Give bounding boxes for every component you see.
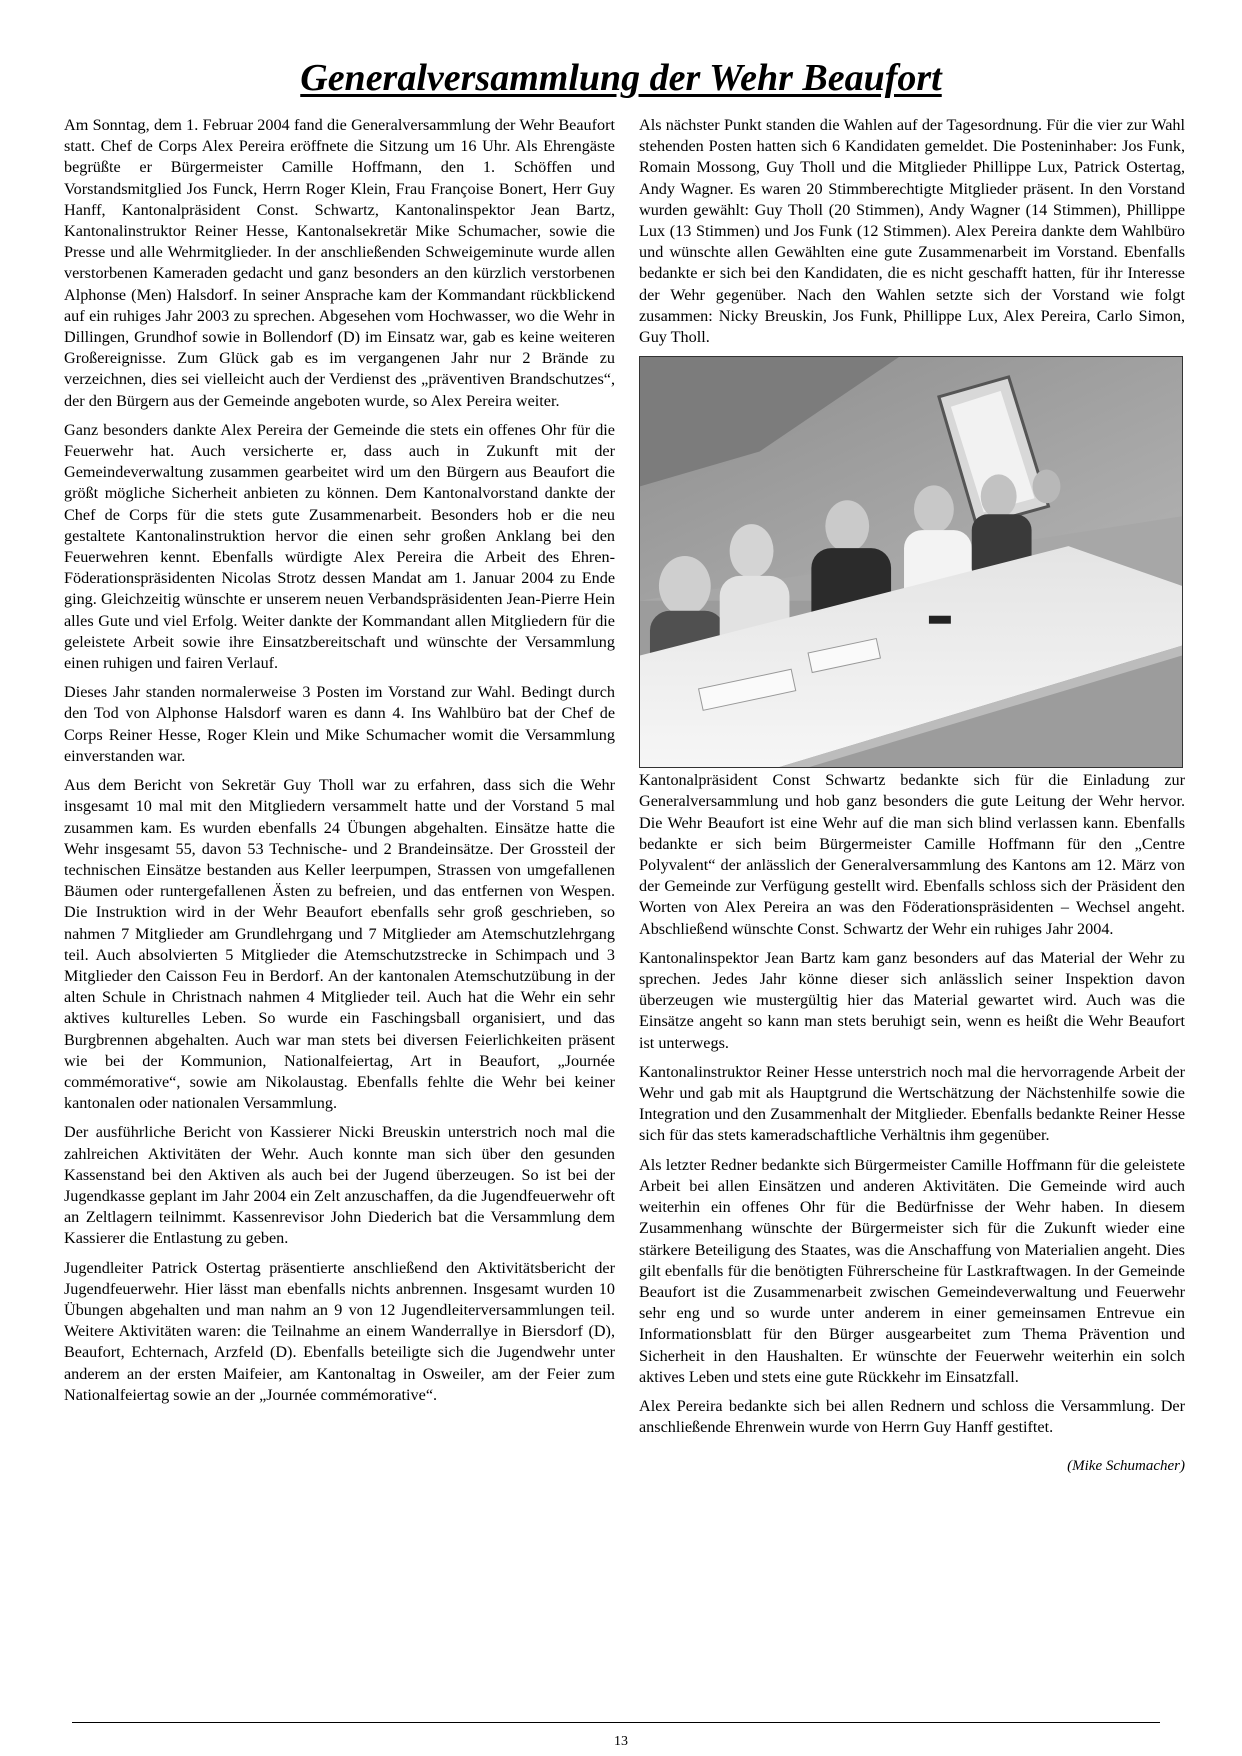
meeting-photo-illustration — [640, 357, 1182, 767]
left-column — [64, 115, 615, 1414]
paragraph: Kantonalinstruktor Reiner Hesse unterstrich noch mal die hervorragende Arbeit der Wehr und gab mit als Hauptgrund die Wertschätzung der Nächstenhilfe sowie die Integration und den Zusammenhalt der Mitglieder. Ebenfalls bedankte Reiner Hesse sich für das stets kameradschaftliche Verhältnis ihm gegenüber. — [639, 1062, 1185, 1145]
paragraph: Dieses Jahr standen normalerweise 3 Posten im Vorstand zur Wahl. Bedingt durch den Tod von Alphonse Halsdorf waren es dann 4. Ins Wahlbüro bat der Chef de Corps Reiner Hesse, Roger Klein und Mike Schumacher womit die Versammlung einverstanden war. — [64, 683, 615, 765]
paragraph: Kantonalinspektor Jean Bartz kam ganz besonders auf das Material der Wehr zu sprechen. Jedes Jahr könne dieser sich anlässlich seiner Inspektion davon überzeugen wie mustergültig hier das Material gewartet wird. Auch was die Einsätze angeht so kann man stets beruhigt sein, wenn es heißt die Wehr Beaufort ist unterwegs. — [639, 948, 1185, 1052]
paragraph: Ganz besonders dankte Alex Pereira der Gemeinde die stets ein offenes Ohr für die Feuerwehr hat. Auch versicherte er, dass auch in Zukunft mit der Gemeindeverwaltung zusammen gearbeitet wird um den Bürgern aus Beaufort die größt mögliche Sicherheit anbieten zu können. Dem Kantonalvorstand dankte der Chef de Corps für die stets gute Zusammenarbeit. Besonders hob er die neu gestaltete Kantonalinstruktion hervor die einen sehr großen Anklang bei den Feuerwehren kennt. Ebenfalls würdigte Alex Pereira die Arbeit des Ehren-Föderationspräsidenten Nicolas Strotz dessen Mandat am 1. Januar 2004 zu Ende ging. Gleichzeitig wünschte er unserem neuen Verbandspräsidenten Jean-Pierre Hein alles Gute und viel Erfolg. Weiter dankte der Kommandant allen Mitgliedern für die geleistete Arbeit sowie ihre Einsatzbereitschaft und wünschte der Versammlung einen ruhigen und fairen Verlauf. — [64, 420, 615, 673]
page-number: 13 — [614, 1734, 628, 1749]
paragraph: Kantonalpräsident Const Schwartz bedankte sich für die Einladung zur Generalversammlung und hob ganz besonders die gute Leitung der Wehr hervor. Die Wehr Beaufort ist eine Wehr auf die man sich blind verlassen kann. Ebenfalls bedankte er sich beim Bürgermeister Camille Hoffmann für den „Centre Polyvalent“ der anlässlich der Generalversammlung des Kantons am 12. März von der Gemeinde zur Verfügung gestellt wird. Ebenfalls schloss sich der Präsident den Worten von Alex Pereira an was den Föderationspräsidenten – Wechsel angeht. Abschließend wünschte Const. Schwartz der Wehr ein ruhiges Jahr 2004. — [639, 771, 1185, 938]
paragraph: Alex Pereira bedankte sich bei allen Rednern und schloss die Versammlung. Der anschließende Ehrenwein wurde von Herrn Guy Hanff gestiftet. — [639, 1396, 1185, 1437]
paragraph: Am Sonntag, dem 1. Februar 2004 fand die Generalversammlung der Wehr Beaufort statt. Chef de Corps Alex Pereira eröffnete die Sitzung um 16 Uhr. Als Ehrengäste begrüßte er Bürgermeister Camille Hoffmann, den 1. Schöffen und Vorstandsmitglied Jos Funck, Herrn Roger Klein, Frau Françoise Bonert, Herr Guy Hanff, Kantonalpräsident Const. Schwartz, Kantonalinspektor Jean Bartz, Kantonalinstruktor Reiner Hesse, Kantonalsekretär Mike Schumacher, sowie die Presse und alle Wehrmitglieder. In der anschließenden Schweigeminute wurde allen verstorbenen Kameraden gedacht und ganz besonders an den kürzlich verstorbenen Alphonse (Men) Halsdorf. In seiner Ansprache kam der Kommandant rückblickend auf ein ruhiges Jahr 2003 zu sprechen. Abgesehen vom Hochwasser, wo die Wehr in Dillingen, Grundhof sowie in Bollendorf (D) im Einsatz war, gab es keine weiteren Großereignisse. Zum Glück gab es im vergangenen Jahr nur 2 Brände zu verzeichnen, dies sei vielleicht auch der Verdienst des „präventiven Brandschutzes“, der den Bürgern aus der Gemeinde angeboten wurde, so Alex Pereira weiter. — [64, 116, 615, 410]
paragraph: Aus dem Bericht von Sekretär Guy Tholl war zu erfahren, dass sich die Wehr insgesamt 10 mal mit den Mitgliedern versammelt hatte und der Vorstand 5 mal zusammen kam. Es wurden ebenfalls 24 Übungen abgehalten. Einsätze hatte die Wehr insgesamt 55, davon 53 Technische- und 2 Brandeinsätze. Der Grossteil der technischen Einsätze bestanden aus Keller leerpumpen, Strassen von umgefallenen Bäumen oder runtergefallenen Ästen zu befreien, und das entfernen von Wespen. Die Instruktion wird in der Wehr Beaufort ebenfalls sehr groß geschrieben, so nahmen 7 Mitglieder am Grundlehrgang und 7 Mitglieder am Atemschutzlehrgang teil. Auch absolvierten 5 Mitglieder die Atemschutzstrecke in Schimpach und 3 Mitglieder den Caisson Feu in Berdorf. An der kantonalen Atemschutzübung in der alten Schule in Christnach nahmen 4 Mitglieder teil. Auch hat die Wehr ein sehr aktives kulturelles Leben. So wurde ein Faschingsball organisiert, und das Burgbrennen abgehalten. Auch war man stets bei diversen Feierlichkeiten präsent wie bei der Kommunion, Nationalfeiertag, Art in Beaufort, „Journée commémorative“, sowie am Nikolaustag. Ebenfalls fehlte die Wehr bei keiner kantonalen oder nationalen Versammlung. — [64, 776, 615, 1113]
author-signature: (Mike Schumacher) — [1067, 1458, 1185, 1475]
paragraph: Jugendleiter Patrick Ostertag präsentierte anschließend den Aktivitätsbericht der Jugendfeuerwehr. Hier lässt man ebenfalls nichts anbrennen. Insgesamt wurden 10 Übungen abgehalten und man nahm an 9 von 12 Jugendleiterversammlungen teil. Weitere Aktivitäten waren: die Teilnahme an einem Wanderrallye in Biersdorf (D), Beaufort, Echternach, Arzfeld (D). Ebenfalls beteiligte sich die Jugendwehr unter anderem an der ersten Maifeier, am Kantonaltag in Osweiler, am der Feier zum Nationalfeiertag sowie an der „Journée commémorative“. — [64, 1258, 615, 1404]
paragraph: Als letzter Redner bedankte sich Bürgermeister Camille Hoffmann für die geleistete Arbeit bei allen Einsätzen und anderen Aktivitäten. Die Gemeinde wird auch weiterhin ein offenes Ohr für die Bedürfnisse der Wehr haben. In diesem Zusammenhang wünschte der Bürgermeister sich für die Zukunft wieder eine stärkere Beteiligung des Staates, was die Anschaffung von Materialien angeht. Dies gilt ebenfalls für die benötigten Führerscheine für Lastkraftwagen. In der Gemeinde Beaufort ist die Zusammenarbeit zwischen Gemeindeverwaltung und Feuerwehr sehr eng und so wurde unter anderem in einer gemeinsamen Entrevue ein Informationsblatt für den Bürger ausgearbeitet zum Thema Prävention und Sicherheit in den Haushalten. Er wünschte der Feuerwehr weiterhin ein solch aktives Leben und stets eine gute Rückkehr im Einsatzfall. — [639, 1155, 1185, 1386]
footer-divider — [72, 1722, 1160, 1723]
meeting-photo — [639, 356, 1183, 768]
article-title: Generalversammlung der Wehr Beaufort — [300, 57, 942, 99]
right-column — [639, 115, 1185, 1478]
paragraph: Als nächster Punkt standen die Wahlen auf der Tagesordnung. Für die vier zur Wahl stehenden Posten hatten sich 6 Kandidaten gemeldet. Die Posteninhaber: Jos Funk, Romain Mossong, Guy Tholl und die Mitglieder Phillippe Lux, Patrick Ostertag, Andy Wagner. Es waren 20 Stimmberechtigte Mitglieder präsent. In den Vorstand wurden gewählt: Guy Tholl (20 Stimmen), Andy Wagner (14 Stimmen), Phillippe Lux (13 Stimmen) und Jos Funk (12 Stimmen). Alex Pereira dankte dem Wahlbüro und wünschte allen Gewählten eine gute Zusammenarbeit im Vorstand. Ebenfalls bedankte er sich bei den Kandidaten, die es nicht geschafft hatten, für ihr Interesse der Wehr gegenüber. Nach den Wahlen setzte sich der Vorstand wie folgt zusammen: Nicky Breuskin, Jos Funk, Phillippe Lux, Alex Pereira, Carlo Simon, Guy Tholl. — [639, 116, 1185, 347]
paragraph: Der ausführliche Bericht von Kassierer Nicki Breuskin unterstrich noch mal die zahlreichen Aktivitäten der Wehr. Auch konnte man sich über den gesunden Kassenstand bei den Aktiven als auch bei der Jugend überzeugen. So ist bei der Jugendkasse geplant im Jahr 2004 ein Zelt anzuschaffen, da die Jugendfeuerwehr oft an Zeltlagern teilnimmt. Kassenrevisor John Diederich bat die Versammlung dem Kassierer die Entlastung zu geben. — [64, 1123, 615, 1248]
